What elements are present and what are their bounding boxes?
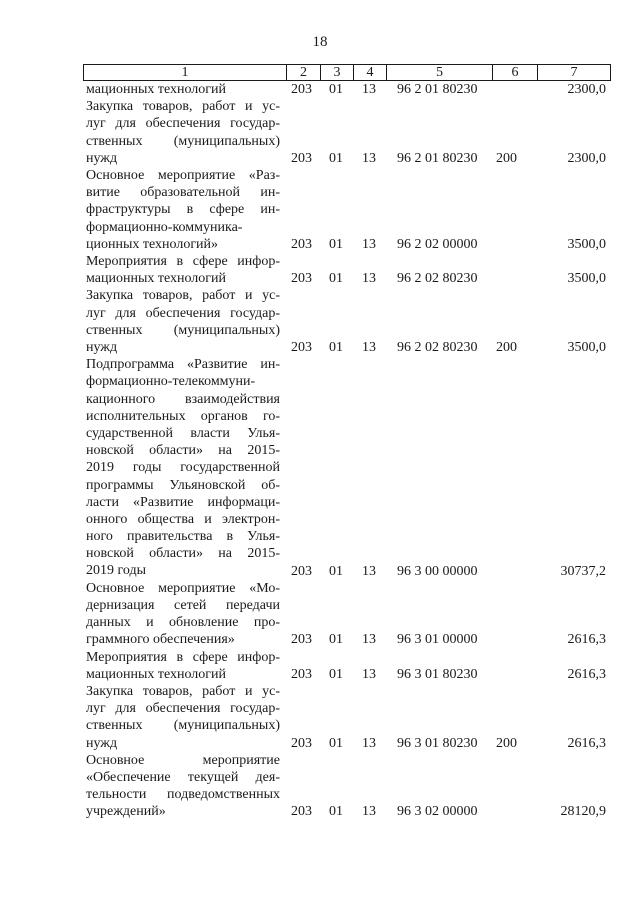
description-line: кационного взаимодействия	[86, 391, 280, 407]
table-row	[0, 580, 640, 649]
description-line: витие образовательной ин-	[86, 185, 280, 201]
subsection-cell: 13	[362, 150, 376, 166]
subsection-cell: 13	[362, 563, 376, 579]
table-row	[0, 287, 640, 356]
section-cell: 01	[329, 150, 343, 166]
section-cell: 01	[329, 236, 343, 252]
row-description	[86, 81, 280, 98]
amount-cell: 2616,3	[567, 735, 606, 751]
description-line: новской области» на 2015-	[86, 443, 280, 459]
description-line: дернизация сетей передачи	[86, 597, 280, 613]
amount-cell: 2300,0	[567, 82, 606, 97]
target-article-cell: 96 3 02 00000	[397, 804, 478, 820]
amount-cell: 3500,0	[567, 236, 606, 252]
row-description	[86, 580, 280, 649]
row-description	[86, 683, 280, 752]
table-row	[0, 356, 640, 580]
header-col-5: 5	[436, 65, 443, 80]
amount-cell: 30737,2	[560, 563, 606, 579]
row-description	[86, 649, 280, 683]
description-line: ственных (муниципальных)	[86, 133, 280, 149]
description-line: ственных (муниципальных)	[86, 322, 280, 338]
description-line: граммного обеспечения»	[86, 632, 235, 648]
subsection-cell: 13	[362, 271, 376, 287]
description-line: «Обеспечение текущей дея-	[86, 769, 280, 785]
table-row	[0, 683, 640, 752]
gov-code-cell: 203	[291, 150, 312, 166]
table-row	[0, 253, 640, 287]
description-line: луг для обеспечения государ-	[86, 116, 280, 132]
row-description	[86, 752, 280, 821]
description-line: данных и обновление про-	[86, 615, 280, 631]
description-line: формационно-коммуника-	[86, 219, 243, 235]
table-row	[0, 167, 640, 253]
description-line: ного правительства в Улья-	[86, 529, 280, 545]
description-line: исполнительных органов го-	[86, 408, 280, 424]
subsection-cell: 13	[362, 339, 376, 355]
row-description	[86, 98, 280, 167]
gov-code-cell: 203	[291, 271, 312, 287]
subsection-cell: 13	[362, 82, 376, 97]
gov-code-cell: 203	[291, 339, 312, 355]
description-line: нужд	[86, 735, 118, 751]
gov-code-cell: 203	[291, 236, 312, 252]
header-col-6: 6	[511, 65, 519, 80]
gov-code-cell: 203	[291, 632, 312, 648]
amount-cell: 2616,3	[567, 666, 606, 682]
description-line: луг для обеспечения государ-	[86, 701, 280, 717]
gov-code-cell: 203	[291, 804, 312, 820]
description-line: 2019 годы	[86, 563, 147, 579]
header-col-4: 4	[366, 65, 374, 80]
description-line: фраструктуры в сфере ин-	[86, 202, 280, 218]
row-description	[86, 167, 280, 253]
description-line: онного общества и электрон-	[86, 511, 280, 527]
target-article-cell: 96 3 01 00000	[397, 632, 478, 648]
description-line: мационных технологий	[86, 666, 227, 682]
section-cell: 01	[329, 82, 343, 97]
row-description	[86, 356, 280, 579]
description-line: учреждений»	[86, 804, 166, 820]
target-article-cell: 96 2 02 00000	[397, 236, 478, 252]
subsection-cell: 13	[362, 632, 376, 648]
section-cell: 01	[329, 563, 343, 579]
target-article-cell: 96 3 00 00000	[397, 563, 478, 579]
description-line: формационно-телекоммуни-	[86, 374, 256, 390]
description-line: мационных технологий	[86, 271, 227, 287]
description-line: Закупка товаров, работ и ус-	[86, 99, 280, 115]
table-row	[0, 81, 640, 98]
description-line: ласти «Развитие информаци-	[86, 494, 280, 510]
header-col-3: 3	[333, 65, 341, 80]
description-line: программы Ульяновской об-	[86, 477, 280, 493]
description-line: ственных (муниципальных)	[86, 718, 280, 734]
row-description	[86, 287, 280, 356]
target-article-cell: 96 2 02 80230	[397, 339, 478, 355]
amount-cell: 3500,0	[567, 271, 606, 287]
target-article-cell: 96 2 02 80230	[397, 271, 478, 287]
amount-cell: 2300,0	[567, 150, 606, 166]
description-line: Закупка товаров, работ и ус-	[86, 288, 280, 304]
table-header	[83, 64, 611, 81]
description-line: нужд	[86, 150, 118, 166]
section-cell: 01	[329, 735, 343, 751]
description-line: новской области» на 2015-	[86, 546, 280, 562]
description-line: ционных технологий»	[86, 236, 219, 252]
description-line: Основное мероприятие	[86, 752, 280, 768]
description-line: луг для обеспечения государ-	[86, 305, 280, 321]
description-line: Закупка товаров, работ и ус-	[86, 684, 280, 699]
description-line: Основное мероприятие «Мо-	[86, 580, 280, 596]
description-line: Подпрограмма «Развитие ин-	[86, 357, 280, 373]
target-article-cell: 96 3 01 80230	[397, 666, 478, 682]
header-col-7: 7	[570, 65, 578, 80]
header-col-1: 1	[181, 65, 189, 80]
subsection-cell: 13	[362, 735, 376, 751]
description-line: Мероприятия в сфере инфор-	[86, 649, 280, 665]
subsection-cell: 13	[362, 236, 376, 252]
subsection-cell: 13	[362, 666, 376, 682]
table-row	[0, 752, 640, 821]
gov-code-cell: 203	[291, 666, 312, 682]
description-line: мационных технологий	[86, 82, 227, 97]
row-description	[86, 253, 280, 287]
expense-type-cell: 200	[496, 339, 517, 355]
target-article-cell: 96 3 01 80230	[397, 735, 478, 751]
page-number: 18	[312, 34, 328, 50]
description-line: Основное мероприятие «Раз-	[86, 168, 280, 183]
table-row	[0, 98, 640, 167]
expense-type-cell: 200	[496, 735, 517, 751]
table-row	[0, 649, 640, 683]
section-cell: 01	[329, 632, 343, 648]
target-article-cell: 96 2 01 80230	[397, 82, 478, 97]
subsection-cell: 13	[362, 804, 376, 820]
amount-cell: 28120,9	[560, 804, 606, 820]
description-line: 2019 годы государственной	[86, 460, 280, 476]
section-cell: 01	[329, 804, 343, 820]
description-line: сударственной власти Улья-	[86, 425, 280, 441]
target-article-cell: 96 2 01 80230	[397, 150, 478, 166]
gov-code-cell: 203	[291, 563, 312, 579]
description-line: тельности подведомственных	[86, 787, 280, 803]
section-cell: 01	[329, 666, 343, 682]
description-line: Мероприятия в сфере инфор-	[86, 254, 280, 269]
section-cell: 01	[329, 271, 343, 287]
gov-code-cell: 203	[291, 735, 312, 751]
expense-type-cell: 200	[496, 150, 517, 166]
amount-cell: 3500,0	[567, 339, 606, 355]
header-col-2: 2	[300, 65, 307, 80]
section-cell: 01	[329, 339, 343, 355]
gov-code-cell: 203	[291, 82, 312, 97]
description-line: нужд	[86, 339, 118, 355]
amount-cell: 2616,3	[567, 632, 606, 648]
